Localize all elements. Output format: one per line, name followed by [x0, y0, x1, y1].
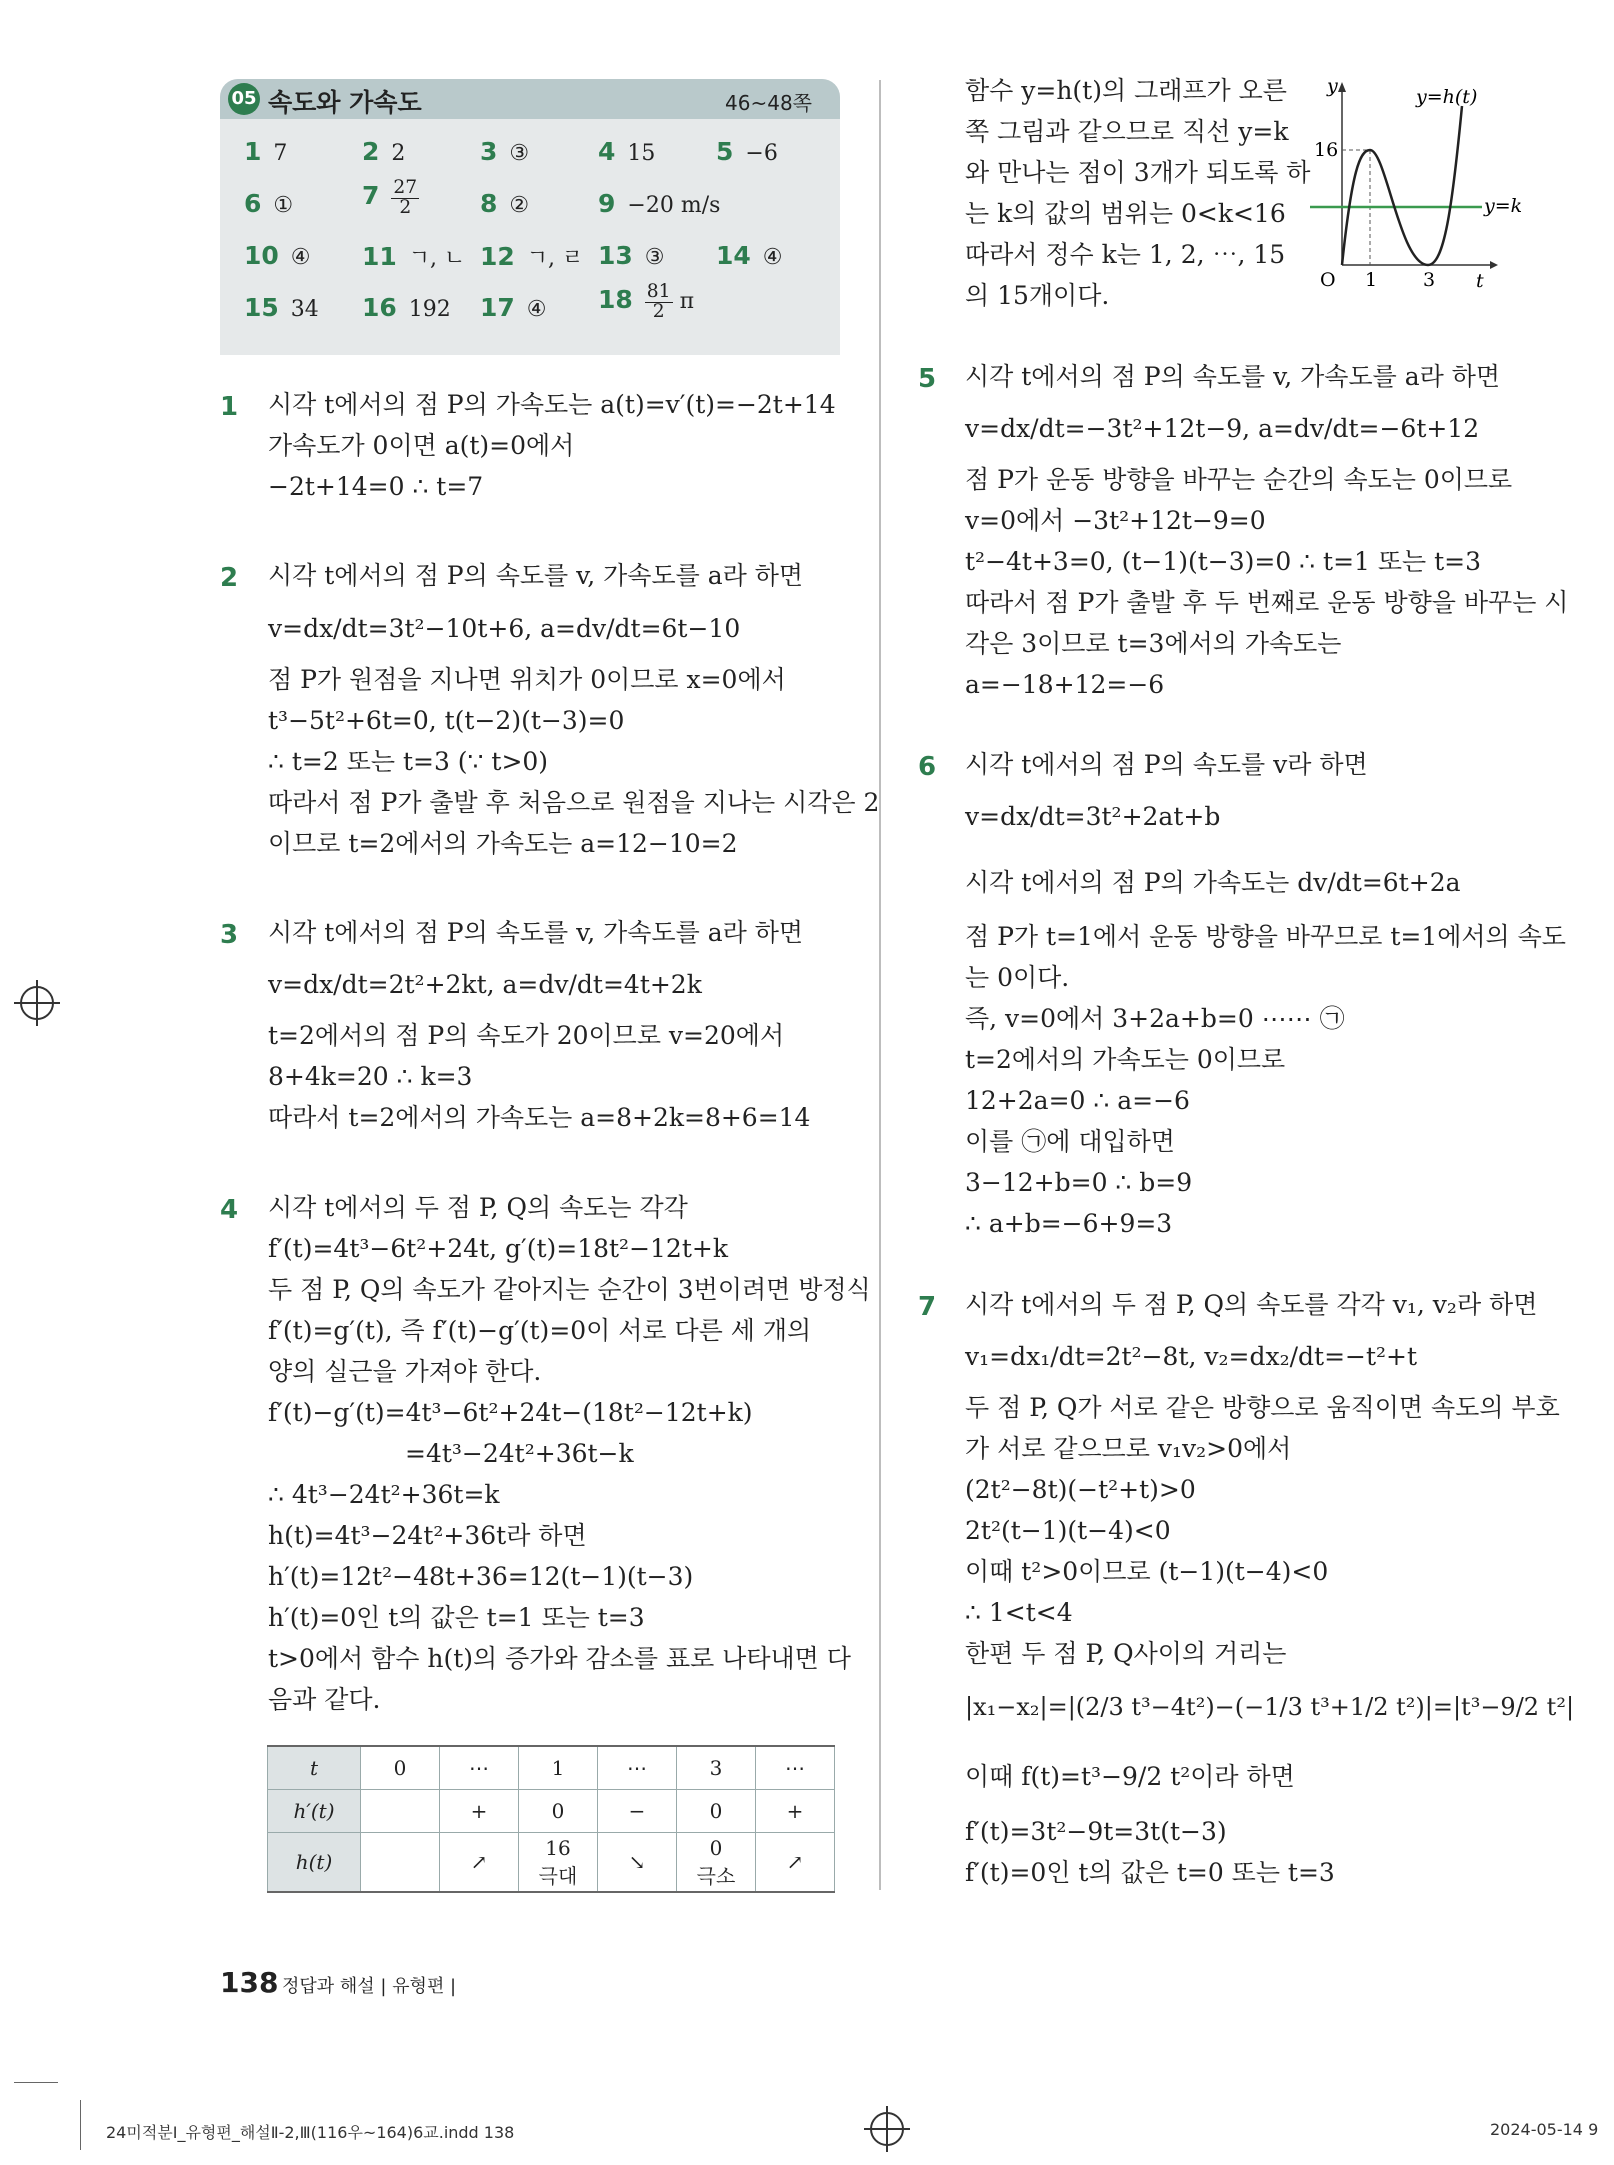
table-cell: + — [440, 1790, 519, 1833]
solution-line: (2t²−8t)(−t²+t)>0 — [965, 1475, 1196, 1504]
solution-line: 함수 y=h(t)의 그래프가 오른 — [965, 76, 1287, 105]
answer-box-header — [220, 79, 840, 119]
crop-mark — [14, 2082, 58, 2083]
solution-line: 시각 t에서의 두 점 P, Q의 속도를 각각 v₁, v₂라 하면 — [965, 1290, 1538, 1319]
table-header-cell: t — [268, 1746, 361, 1790]
table-cell: ⋯ — [598, 1746, 677, 1790]
solution-line: 따라서 점 P가 출발 후 처음으로 원점을 지나는 시각은 2 — [268, 788, 880, 817]
tick-label-1: 1 — [1365, 269, 1378, 291]
solution-line: 따라서 t=2에서의 가속도는 a=8+2k=8+6=14 — [268, 1103, 811, 1132]
problem-number: 2 — [220, 563, 239, 593]
answer-item: 2 2 — [362, 137, 406, 166]
solution-line: v=dx/dt=−3t²+12t−9, a=dv/dt=−6t+12 — [965, 414, 1480, 443]
table-cell: 1 — [519, 1746, 598, 1790]
solution-line: 3−12+b=0 ∴ b=9 — [965, 1168, 1193, 1197]
solution-line: v=dx/dt=2t²+2kt, a=dv/dt=4t+2k — [268, 970, 702, 999]
solution-line: t²−4t+3=0, (t−1)(t−3)=0 ∴ t=1 또는 t=3 — [965, 547, 1482, 576]
answer-item: 11 ㄱ, ㄴ — [362, 242, 466, 271]
curve-label: y=h(t) — [1416, 86, 1478, 108]
table-cell — [361, 1790, 440, 1833]
solution-line: h(t)=4t³−24t²+36t라 하면 — [268, 1521, 587, 1550]
function-graph — [1300, 70, 1550, 300]
table-cell: ↗ — [756, 1833, 835, 1893]
solution-line: 따라서 점 P가 출발 후 두 번째로 운동 방향을 바꾸는 시 — [965, 588, 1569, 617]
solution-line: 는 0이다. — [965, 963, 1070, 992]
answer-item: 3 ③ — [480, 137, 530, 166]
solution-line: 시각 t에서의 점 P의 가속도는 dv/dt=6t+2a — [965, 868, 1461, 897]
solution-line: t>0에서 함수 h(t)의 증가와 감소를 표로 나타내면 다 — [268, 1644, 851, 1673]
table-cell: ↘ — [598, 1833, 677, 1893]
solution-line: 즉, v=0에서 3+2a+b=0 ⋯⋯ ㉠ — [965, 1004, 1345, 1033]
solution-line: −2t+14=0 ∴ t=7 — [268, 472, 484, 501]
solution-line: 두 점 P, Q가 서로 같은 방향으로 움직이면 속도의 부호 — [965, 1393, 1560, 1422]
solution-line: f′(t)−g′(t)=4t³−6t²+24t−(18t²−12t+k) — [268, 1398, 753, 1427]
solution-line: v=0에서 −3t²+12t−9=0 — [965, 506, 1266, 535]
solution-line: 점 P가 원점을 지나면 위치가 0이므로 x=0에서 — [268, 665, 786, 694]
solution-line: 양의 실근을 가져야 한다. — [268, 1357, 542, 1386]
problem-number: 5 — [918, 364, 937, 394]
solution-line: 한편 두 점 P, Q사이의 거리는 — [965, 1639, 1287, 1668]
solution-line: v=dx/dt=3t²−10t+6, a=dv/dt=6t−10 — [268, 614, 741, 643]
table-cell: 0 — [519, 1790, 598, 1833]
solution-line: 쪽 그림과 같으므로 직선 y=k — [965, 117, 1289, 146]
table-header-cell: h′(t) — [268, 1790, 361, 1833]
table-cell — [361, 1833, 440, 1893]
solution-line: 와 만나는 점이 3개가 되도록 하 — [965, 158, 1311, 187]
solution-line: v=dx/dt=3t²+2at+b — [965, 802, 1221, 831]
crop-mark — [80, 2100, 81, 2150]
table-cell: + — [756, 1790, 835, 1833]
solution-line: 따라서 정수 k는 1, 2, ⋯, 15 — [965, 240, 1286, 269]
y-axis-arrow — [1338, 82, 1346, 92]
answer-item: 5 −6 — [716, 137, 778, 166]
solution-line: t=2에서의 가속도는 0이므로 — [965, 1045, 1286, 1074]
table-cell: − — [598, 1790, 677, 1833]
solution-line: |x₁−x₂|=|(2/3 t³−4t²)−(−1/3 t³+1/2 t²)|=|t³−9/2 t²| — [965, 1693, 1575, 1721]
answer-item: 18 $\frac{81}{2}$ π — [598, 281, 695, 322]
solution-line: 이때 t²>0이므로 (t−1)(t−4)<0 — [965, 1557, 1329, 1586]
increase-decrease-table — [267, 1745, 835, 1893]
solution-line: 가속도가 0이면 a(t)=0에서 — [268, 431, 575, 460]
answer-item: 9 −20 m/s — [598, 189, 721, 218]
solution-line: ∴ t=2 또는 t=3 (∵ t>0) — [268, 747, 549, 776]
slug-file: 24미적분Ⅰ_유형편_해설Ⅱ-2,Ⅲ(116우~164)6교.indd 138 — [106, 2123, 515, 2142]
solution-line: 이때 f(t)=t³−9/2 t²이라 하면 — [965, 1762, 1295, 1791]
answer-item: 14 ④ — [716, 241, 783, 270]
answer-item: 4 15 — [598, 137, 656, 166]
solution-line: ∴ a+b=−6+9=3 — [965, 1209, 1173, 1238]
table-header-cell: h(t) — [268, 1833, 361, 1893]
solution-line: 시각 t에서의 점 P의 속도를 v, 가속도를 a라 하면 — [268, 918, 804, 947]
registration-mark-icon — [20, 986, 54, 1020]
solution-line: ∴ 4t³−24t²+36t=k — [268, 1480, 500, 1509]
solution-line: 시각 t에서의 점 P의 속도를 v, 가속도를 a라 하면 — [268, 561, 804, 590]
solution-line: h′(t)=12t²−48t+36=12(t−1)(t−3) — [268, 1562, 694, 1591]
solution-line: 가 서로 같으므로 v₁v₂>0에서 — [965, 1434, 1292, 1463]
solution-line: f′(t)=3t²−9t=3t(t−3) — [965, 1817, 1227, 1846]
solution-line: 점 P가 t=1에서 운동 방향을 바꾸므로 t=1에서의 속도 — [965, 922, 1566, 951]
solution-line: 의 15개이다. — [965, 281, 1110, 310]
answer-item: 16 192 — [362, 293, 451, 322]
problem-number: 1 — [220, 392, 239, 422]
section-pages: 46~48쪽 — [725, 91, 812, 115]
section-number-badge: 05 — [228, 83, 260, 115]
solution-line: 점 P가 운동 방향을 바꾸는 순간의 속도는 0이므로 — [965, 465, 1513, 494]
solution-line: f′(t)=g′(t), 즉 f′(t)−g′(t)=0이 서로 다른 세 개의 — [268, 1316, 812, 1345]
answer-item: 8 ② — [480, 189, 530, 218]
footer-label: 정답과 해설 | 유형편 | — [282, 1976, 457, 1997]
solution-line: v₁=dx₁/dt=2t²−8t, v₂=dx₂/dt=−t²+t — [965, 1342, 1418, 1371]
answer-item: 13 ③ — [598, 241, 665, 270]
solution-line: 12+2a=0 ∴ a=−6 — [965, 1086, 1190, 1115]
tick-label-16: 16 — [1314, 139, 1339, 161]
table-cell: ⋯ — [440, 1746, 519, 1790]
t-axis-arrow — [1490, 261, 1498, 269]
answer-item: 15 34 — [244, 293, 319, 322]
table-cell-split: 0 극소 — [677, 1833, 756, 1893]
section-title: 속도와 가속도 — [268, 88, 422, 117]
answer-item: 1 7 — [244, 137, 288, 166]
table-cell: ↗ — [440, 1833, 519, 1893]
origin-label: O — [1320, 269, 1336, 291]
table-cell: ⋯ — [756, 1746, 835, 1790]
solution-line: t³−5t²+6t=0, t(t−2)(t−3)=0 — [268, 706, 625, 735]
solution-line: 시각 t에서의 점 P의 가속도는 a(t)=v′(t)=−2t+14 — [268, 390, 836, 419]
solution-line: 시각 t에서의 점 P의 속도를 v라 하면 — [965, 750, 1368, 779]
table-cell-split: 16 극대 — [519, 1833, 598, 1893]
answer-item: 12 ㄱ, ㄹ — [480, 242, 584, 271]
table-cell: 0 — [677, 1790, 756, 1833]
solution-line: 이므로 t=2에서의 가속도는 a=12−10=2 — [268, 829, 738, 858]
solution-line: 시각 t에서의 점 P의 속도를 v, 가속도를 a라 하면 — [965, 362, 1501, 391]
solution-line: 2t²(t−1)(t−4)<0 — [965, 1516, 1171, 1545]
tick-label-3: 3 — [1423, 269, 1436, 291]
line-label: y=k — [1484, 195, 1523, 217]
page-number: 138 — [220, 1966, 279, 1999]
registration-mark-icon — [870, 2112, 904, 2146]
answer-item: 10 ④ — [244, 241, 311, 270]
column-divider — [879, 80, 881, 1890]
solution-line: 시각 t에서의 두 점 P, Q의 속도는 각각 — [268, 1193, 688, 1222]
answer-item: 7 $\frac{27}{2}$ — [362, 177, 418, 218]
solution-line: h′(t)=0인 t의 값은 t=1 또는 t=3 — [268, 1603, 645, 1632]
table-cell: 0 — [361, 1746, 440, 1790]
answer-item: 17 ④ — [480, 293, 547, 322]
solution-line: f′(t)=4t³−6t²+24t, g′(t)=18t²−12t+k — [268, 1234, 728, 1263]
curve-h — [1342, 106, 1462, 265]
answer-item: 6 ① — [244, 189, 294, 218]
problem-number: 3 — [220, 920, 239, 950]
solution-line: =4t³−24t²+36t−k — [405, 1439, 634, 1468]
solution-line: 두 점 P, Q의 속도가 같아지는 순간이 3번이려면 방정식 — [268, 1275, 871, 1304]
solution-line: ∴ 1<t<4 — [965, 1598, 1073, 1627]
problem-number: 7 — [918, 1292, 937, 1322]
t-axis-label: t — [1476, 270, 1484, 292]
solution-line: 는 k의 값의 범위는 0<k<16 — [965, 199, 1286, 228]
solution-line: 이를 ㉠에 대입하면 — [965, 1127, 1175, 1156]
solution-line: t=2에서의 점 P의 속도가 20이므로 v=20에서 — [268, 1021, 785, 1050]
solution-line: a=−18+12=−6 — [965, 670, 1165, 699]
problem-number: 4 — [220, 1195, 239, 1225]
solution-line: 각은 3이므로 t=3에서의 가속도는 — [965, 629, 1342, 658]
solution-line: f′(t)=0인 t의 값은 t=0 또는 t=3 — [965, 1858, 1335, 1887]
slug-date: 2024-05-14 9 — [1490, 2120, 1599, 2139]
y-axis-label: y — [1327, 75, 1338, 97]
answer-box — [220, 79, 840, 355]
problem-number: 6 — [918, 752, 937, 782]
solution-line: 8+4k=20 ∴ k=3 — [268, 1062, 473, 1091]
solution-line: 음과 같다. — [268, 1685, 381, 1714]
table-cell: 3 — [677, 1746, 756, 1790]
